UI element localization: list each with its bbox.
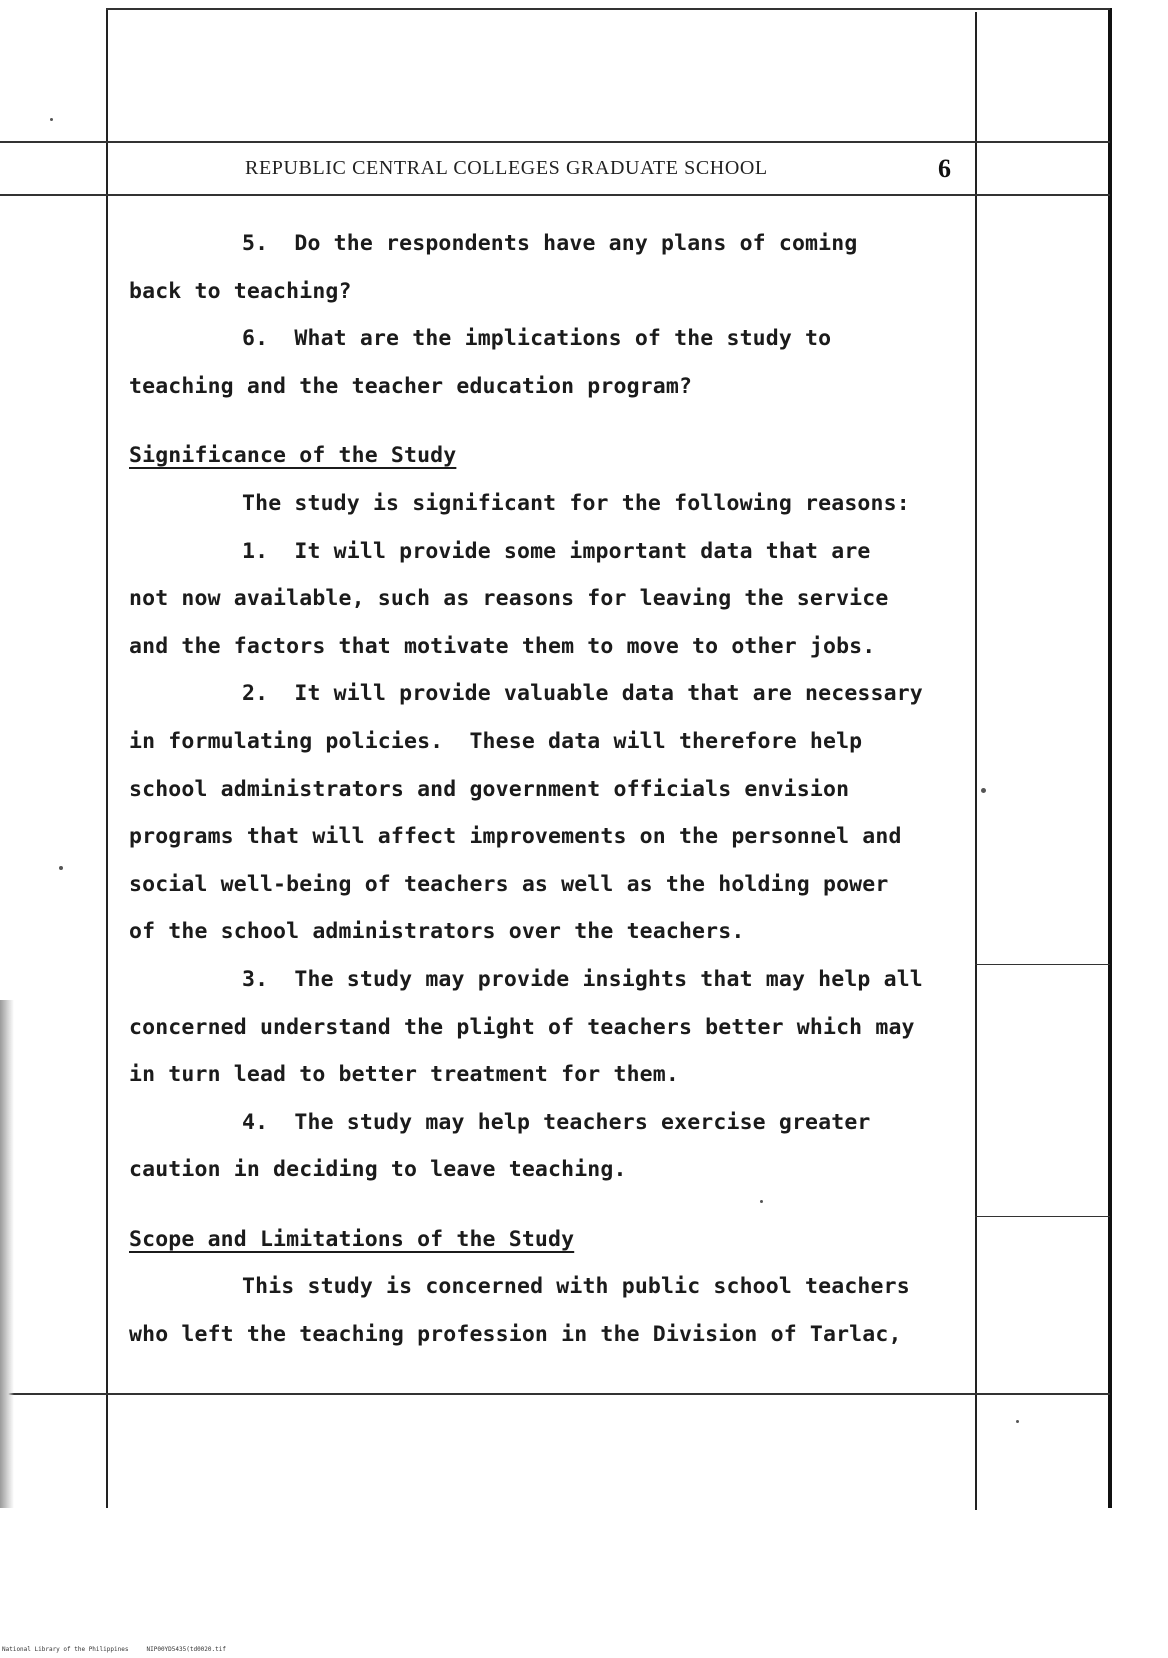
scan-edge-noise — [0, 1000, 14, 1508]
page-edge-rule — [1108, 8, 1112, 1508]
header-bottom-rule — [0, 194, 1110, 196]
top-border — [106, 8, 1110, 10]
bottom-rule — [0, 1393, 1110, 1395]
scan-speck — [59, 866, 63, 870]
right-column-rule-1 — [975, 964, 1110, 965]
text-line: social well-being of teachers as well as the holding power — [129, 871, 889, 897]
archive-footer-label: National Library of the Philippines NIP00YD5435(td0020.tif — [2, 1646, 226, 1653]
scan-speck — [981, 788, 986, 793]
text-line: school administrators and government officials envision — [129, 776, 850, 802]
text-line: 5. Do the respondents have any plans of coming — [242, 231, 858, 256]
scan-speck — [1016, 1420, 1019, 1423]
text-line: teaching and the teacher education program? — [129, 373, 693, 399]
header-top-rule — [0, 141, 1110, 143]
page-number: 6 — [938, 154, 951, 183]
text-line: who left the teaching profession in the Division of Tarlac, — [129, 1322, 902, 1348]
text-line: not now available, such as reasons for leaving the service — [129, 586, 889, 612]
text-line: in formulating policies. These data will therefore help — [129, 728, 863, 754]
scan-speck — [50, 118, 53, 121]
left-margin-rule — [106, 8, 108, 1508]
text-line: 6. What are the implications of the study to — [242, 326, 832, 352]
page-header-title: REPUBLIC CENTRAL COLLEGES GRADUATE SCHOOL — [245, 157, 768, 179]
right-column-rule-2 — [975, 1216, 1110, 1217]
text-line: and the factors that motivate them to move to other jobs. — [129, 633, 876, 659]
text-line: programs that will affect improvements on the personnel and — [129, 824, 902, 850]
text-line: in turn lead to better treatment for them. — [129, 1062, 679, 1088]
text-line: 2. It will provide valuable data that are necessary — [242, 681, 923, 707]
text-line: The study is significant for the following reasons: — [242, 490, 910, 516]
text-line: caution in deciding to leave teaching. — [129, 1157, 627, 1183]
text-line: 4. The study may help teachers exercise greater — [242, 1109, 871, 1135]
text-line: of the school administrators over the teachers. — [129, 919, 745, 945]
text-line: 1. It will provide some important data that are — [242, 538, 871, 564]
text-line: concerned understand the plight of teachers better which may — [129, 1014, 915, 1040]
text-line: back to teaching? — [129, 278, 352, 304]
section-heading-significance: Significance of the Study — [129, 443, 457, 469]
section-heading-scope: Scope and Limitations of the Study — [129, 1226, 575, 1252]
text-line: 3. The study may provide insights that may help all — [242, 966, 923, 992]
text-line: This study is concerned with public school teachers — [242, 1274, 910, 1300]
document-body — [129, 220, 979, 1359]
